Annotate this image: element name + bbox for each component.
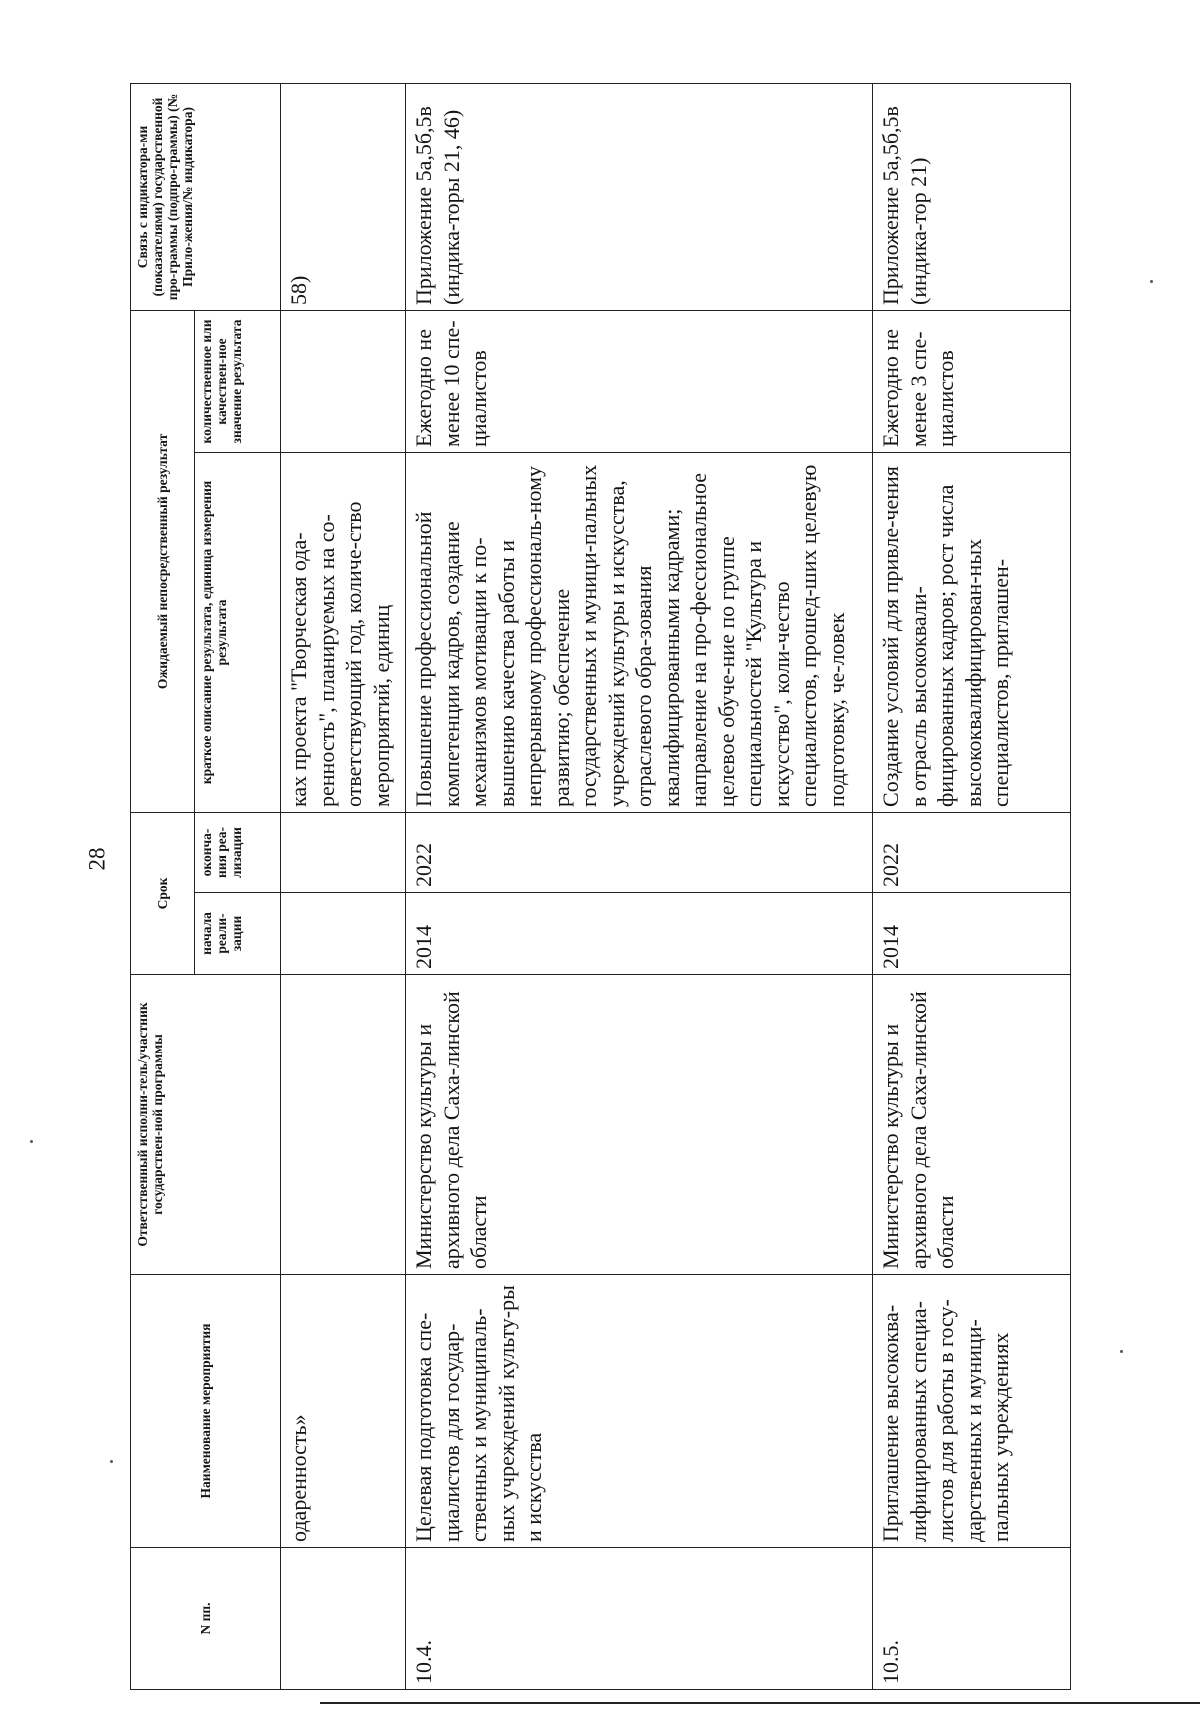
cell-name: одаренность» — [281, 1275, 406, 1548]
table-row — [406, 83, 873, 1689]
cell-link: 58) — [281, 83, 406, 310]
scan-speck — [30, 1140, 33, 1143]
header-name: Наименование мероприятия — [131, 1275, 281, 1548]
rotated-table-wrapper — [130, 84, 1070, 1690]
scan-speck — [1120, 1350, 1123, 1353]
header-result: Ожидаемый непосредственный результат — [131, 310, 195, 812]
cell-responsible: Министерство культуры и архивного дела Саха-линской области — [406, 975, 873, 1275]
cell-value: Ежегодно не менее 3 спе-циалистов — [873, 310, 1071, 452]
header-responsible: Ответственный исполни-тель/участник государствен-ной программы — [131, 975, 281, 1275]
cell-desc: Повышение профессиональной компетенции кадров, создание механизмов мотивации к по-вышению качества работы и непрерывному профессиональ-ному развитию; обеспечение государственных и муници-пальных учреждений культуры и искусства, отраслевого обра-зования квалифицированными кадрами; направление на про-фессиональное целевое обуче-ние по группе специальностей "Культура и искусство", коли-чество специалистов, прошед-ших целевую подготовку, че-ловек — [406, 452, 873, 812]
cell-end: 2022 — [406, 812, 873, 892]
cell-end: 2022 — [873, 812, 1071, 892]
header-link: Связь с индикатора-ми (показателями) государственной про-граммы (подпро-граммы) (№ Прило-жения/№ индикатора) — [131, 83, 281, 310]
cell-responsible: Министерство культуры и архивного дела Саха-линской области — [873, 975, 1071, 1275]
cell-responsible — [281, 975, 406, 1275]
page-number: 28 — [84, 847, 110, 871]
header-num: N пп. — [131, 1548, 281, 1690]
cell-link: Приложение 5а,5б,5в (индика-тор 21) — [873, 83, 1071, 310]
cell-name: Целевая подготовка спе-циалистов для государ-ственных и муниципаль-ных учреждений культу-ры и искусства — [406, 1275, 873, 1548]
program-activities-table — [130, 83, 1071, 1690]
cell-end — [281, 812, 406, 892]
table-row — [873, 83, 1071, 1689]
cell-name: Приглашение высококва-лифицированных специа-листов для работы в госу-дарственных и муници-пальных учреждениях — [873, 1275, 1071, 1548]
cell-link: Приложение 5а,5б,5в (индика-торы 21, 46) — [406, 83, 873, 310]
scan-bottom-edge — [320, 1702, 1200, 1704]
cell-desc: Создание условий для привле-чения в отрасль высококвали-фицированных кадров; рост числа высококвалифицирован-ных специалистов, приглашен- — [873, 452, 1071, 812]
scan-speck — [1150, 280, 1153, 283]
cell-desc: ках проекта "Творческая ода-ренность", планируемых на со-ответствующий год, количе-ство мероприятий, единиц — [281, 452, 406, 812]
cell-num: 10.4. — [406, 1548, 873, 1690]
cell-start: 2014 — [406, 893, 873, 975]
header-row-1 — [131, 83, 195, 1689]
cell-value: Ежегодно не менее 10 спе-циалистов — [406, 310, 873, 452]
header-result-desc: краткое описание результата, единица измерения результата — [195, 452, 281, 812]
header-term-start: начала реали-зации — [195, 893, 281, 975]
scan-speck — [110, 1460, 113, 1463]
cell-value — [281, 310, 406, 452]
cell-num — [281, 1548, 406, 1690]
cell-start — [281, 893, 406, 975]
cell-num: 10.5. — [873, 1548, 1071, 1690]
header-term-end: оконча-ния реа-лизации — [195, 812, 281, 892]
table-row — [281, 83, 406, 1689]
header-result-value: количественное или качествен-ное значение результата — [195, 310, 281, 452]
cell-start: 2014 — [873, 893, 1071, 975]
header-term: Срок — [131, 812, 195, 974]
